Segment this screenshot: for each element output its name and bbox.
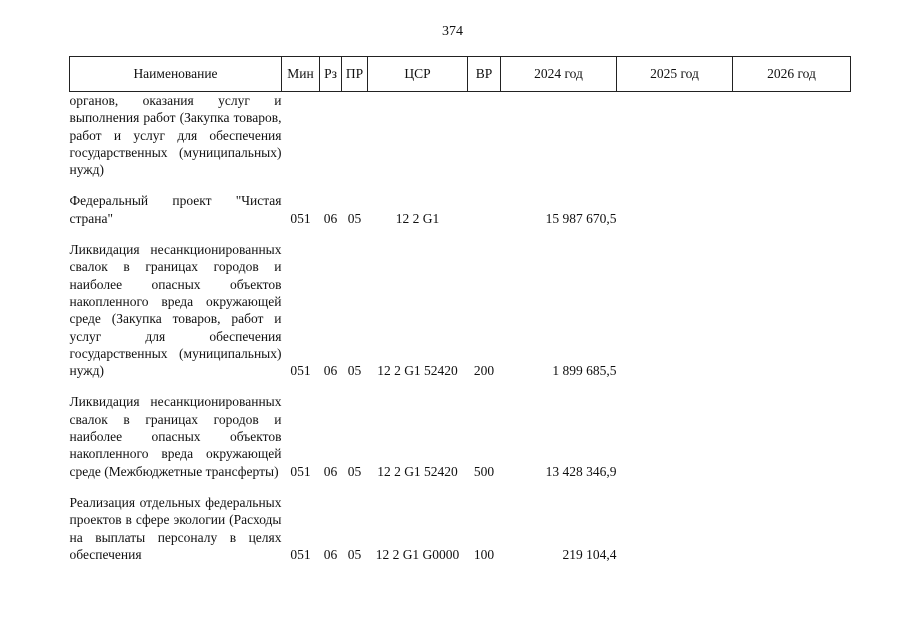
row-2025: [617, 393, 733, 479]
row-csr: 12 2 G1 52420: [377, 363, 458, 379]
row-pr: 05: [347, 546, 362, 562]
table-row: [70, 92, 851, 179]
row-pr: 05: [347, 363, 362, 379]
table-row: [70, 241, 851, 379]
row-2026: [733, 92, 851, 179]
row-2026: [733, 241, 851, 379]
row-name: органов, оказания услуг и выполнения работ (Закупка товаров, работ и услуг для обеспечения государственных (муниципальных) нужд): [69, 93, 282, 178]
table-row: [70, 393, 851, 479]
row-csr: 12 2 G1 52420: [377, 463, 458, 479]
row-2024: 1 899 685,5: [552, 363, 617, 379]
table-row: [70, 192, 851, 227]
row-csr: 12 2 G1: [395, 210, 440, 226]
header-2024: 2024 год: [501, 57, 617, 92]
header-pr: ПР: [342, 57, 368, 92]
row-name: Ликвидация несанкционированных свалок в границах городов и наиболее опасных объектов накопленного вреда окружающей среде (Закупка товаров, работ и услуг для обеспечения государственных (муниципальных) нужд): [69, 242, 282, 379]
header-min: Мин: [282, 57, 320, 92]
row-rz: 06: [323, 463, 338, 479]
row-2024: [501, 92, 617, 179]
row-2024: 13 428 346,9: [545, 463, 617, 479]
row-csr: [368, 92, 468, 179]
row-pr: 05: [347, 210, 362, 226]
row-2025: [617, 494, 733, 563]
row-name: Ликвидация несанкционированных свалок в границах городов и наиболее опасных объектов накопленного вреда окружающей среде (Межбюджетные трансферты): [69, 394, 282, 479]
row-vr: 100: [473, 546, 495, 562]
row-2026: [733, 494, 851, 563]
row-min: 051: [290, 363, 311, 379]
row-min: 051: [290, 463, 311, 479]
page-number: 374: [442, 24, 463, 39]
row-2025: [617, 241, 733, 379]
row-min: [282, 92, 320, 179]
header-2026: 2026 год: [733, 57, 851, 92]
row-rz: 06: [323, 210, 338, 226]
row-name: Реализация отдельных федеральных проектов в сфере экологии (Расходы на выплаты персоналу в целях обеспечения: [69, 494, 282, 562]
budget-table: [69, 56, 851, 563]
row-2025: [617, 92, 733, 179]
header-2025: 2025 год: [617, 57, 733, 92]
row-rz: [320, 92, 342, 179]
table-header-row: [70, 57, 851, 92]
row-pr: 05: [347, 463, 362, 479]
row-2024: 15 987 670,5: [545, 210, 617, 226]
row-vr: [468, 92, 501, 179]
row-pr: [342, 92, 368, 179]
row-vr: 500: [473, 463, 495, 479]
row-name: Федеральный проект "Чистая страна": [69, 193, 282, 226]
row-2026: [733, 393, 851, 479]
row-rz: 06: [323, 363, 338, 379]
row-2025: [617, 192, 733, 227]
row-vr: [468, 192, 501, 227]
row-rz: 06: [323, 546, 338, 562]
header-vr: ВР: [468, 57, 501, 92]
header-name: Наименование: [70, 57, 282, 92]
header-csr: ЦСР: [368, 57, 468, 92]
table-row: [70, 494, 851, 563]
row-2024: 219 104,4: [562, 546, 617, 562]
row-csr: 12 2 G1 G0000: [375, 546, 460, 562]
row-vr: 200: [473, 363, 495, 379]
row-min: 051: [290, 210, 311, 226]
row-min: 051: [290, 546, 311, 562]
header-rz: Рз: [320, 57, 342, 92]
row-2026: [733, 192, 851, 227]
